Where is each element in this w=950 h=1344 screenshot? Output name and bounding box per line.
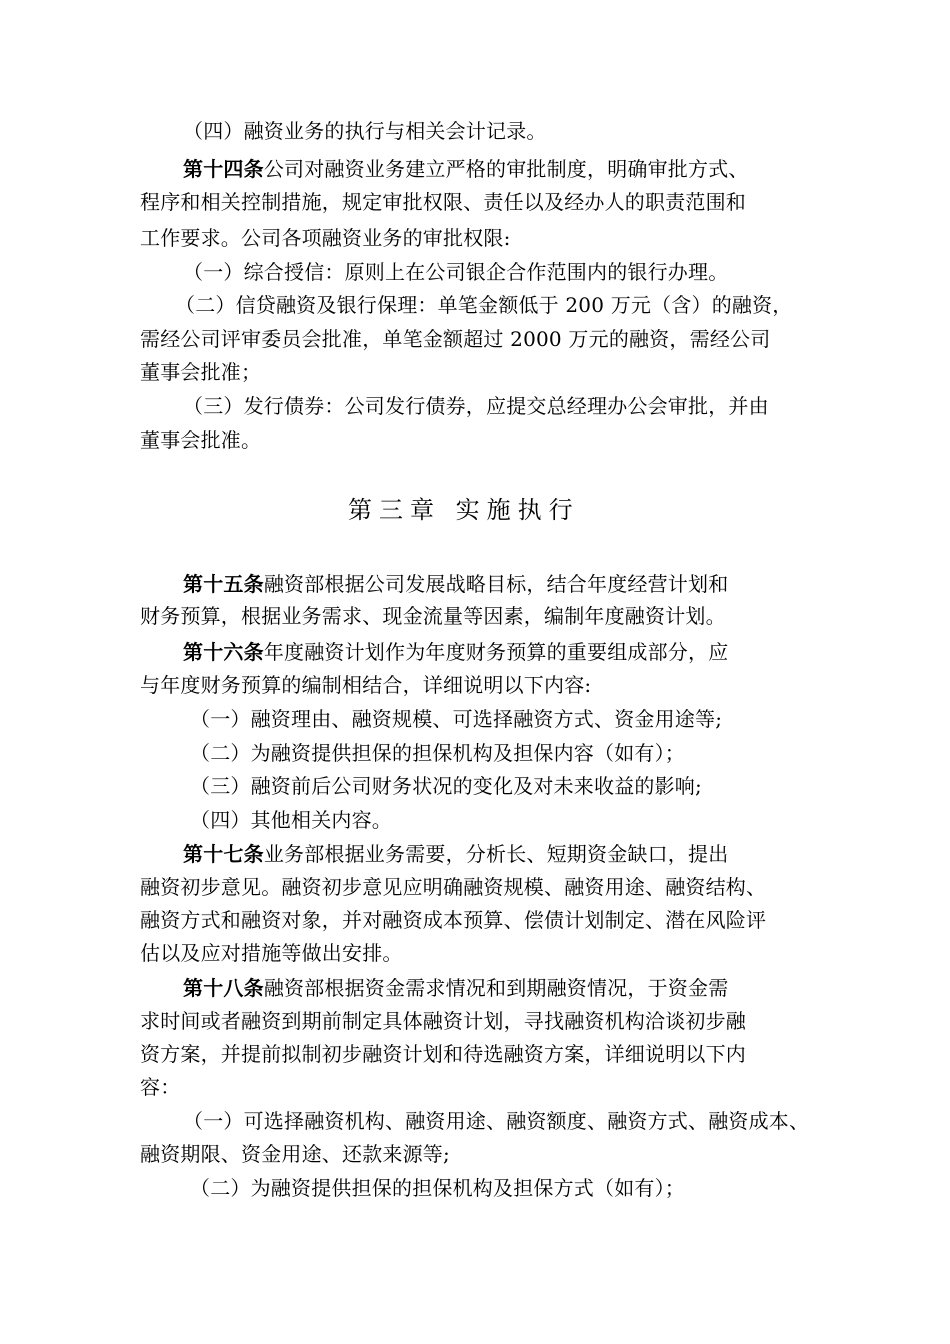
text-line: 资方案，并提前拟制初步融资计划和待选融资方案，详细说明以下内: [140, 1042, 746, 1066]
text-line: 融资方式和融资对象，并对融资成本预算、偿债计划制定、潜在风险评: [140, 908, 767, 932]
article-number: 第十七条: [183, 842, 264, 866]
article-text: 公司对融资业务建立严格的审批制度，明确审批方式、: [263, 157, 749, 181]
article-number: 第十六条: [183, 640, 264, 664]
text-line: （一）可选择融资机构、融资用途、融资额度、融资方式、融资成本、: [183, 1109, 810, 1133]
article-text: 业务部根据业务需要，分析长、短期资金缺口，提出: [263, 842, 729, 866]
text-line: 财务预算，根据业务需求、现金流量等因素，编制年度融资计划。: [140, 604, 726, 628]
text-line: （二）为融资提供担保的担保机构及担保内容（如有）；: [190, 741, 685, 765]
text-line: （三）融资前后公司财务状况的变化及对未来收益的影响;: [190, 774, 702, 798]
article-15: [183, 572, 728, 596]
text-line: （一）综合授信：原则上在公司银企合作范围内的银行办理。: [183, 260, 729, 284]
article-text: 年度融资计划作为年度财务预算的重要组成部分，应: [263, 640, 729, 664]
article-text: 融资部根据公司发展战略目标，结合年度经营计划和: [263, 572, 729, 596]
article-16: [183, 640, 728, 664]
text-line: 董事会批准。: [140, 428, 262, 452]
text-line: （二）为融资提供担保的担保机构及担保方式（如有）；: [190, 1176, 685, 1200]
text-line: 与年度财务预算的编制相结合，详细说明以下内容:: [140, 673, 592, 697]
text-line: （四）融资业务的执行与相关会计记录。: [183, 119, 547, 143]
article-text: 融资部根据资金需求情况和到期融资情况，于资金需: [263, 976, 729, 1000]
article-17: [183, 842, 728, 866]
article-number: 第十四条: [183, 157, 264, 181]
text-line: （二）信贷融资及银行保理：单笔金额低于 200 万元（含）的融资，: [175, 293, 793, 317]
text-line: （一）融资理由、融资规模、可选择融资方式、资金用途等;: [190, 707, 723, 731]
text-line: （四）其他相关内容。: [190, 808, 392, 832]
text-line: 容：: [140, 1075, 181, 1099]
text-line: 工作要求。公司各项融资业务的审批权限:: [140, 226, 511, 250]
text-line: 求时间或者融资到期前制定具体融资计划，寻找融资机构洽谈初步融: [140, 1009, 746, 1033]
text-line: 董事会批准；: [140, 360, 262, 384]
text-line: 需经公司评审委员会批准，单笔金额超过 2000 万元的融资，需经公司: [140, 327, 771, 351]
article-14: [183, 157, 749, 181]
text-line: （三）发行债券：公司发行债券，应提交总经理办公会审批，并由: [183, 394, 769, 418]
chapter-title: 第三章 实施执行: [348, 496, 580, 524]
article-18: [183, 976, 728, 1000]
article-number: 第十五条: [183, 572, 264, 596]
text-line: 估以及应对措施等做出安排。: [140, 941, 403, 965]
text-line: 程序和相关控制措施，规定审批权限、责任以及经办人的职责范围和: [140, 190, 746, 214]
text-line: 融资期限、资金用途、还款来源等;: [140, 1142, 450, 1166]
text-line: 融资初步意见。融资初步意见应明确融资规模、融资用途、融资结构、: [140, 875, 767, 899]
article-number: 第十八条: [183, 976, 264, 1000]
